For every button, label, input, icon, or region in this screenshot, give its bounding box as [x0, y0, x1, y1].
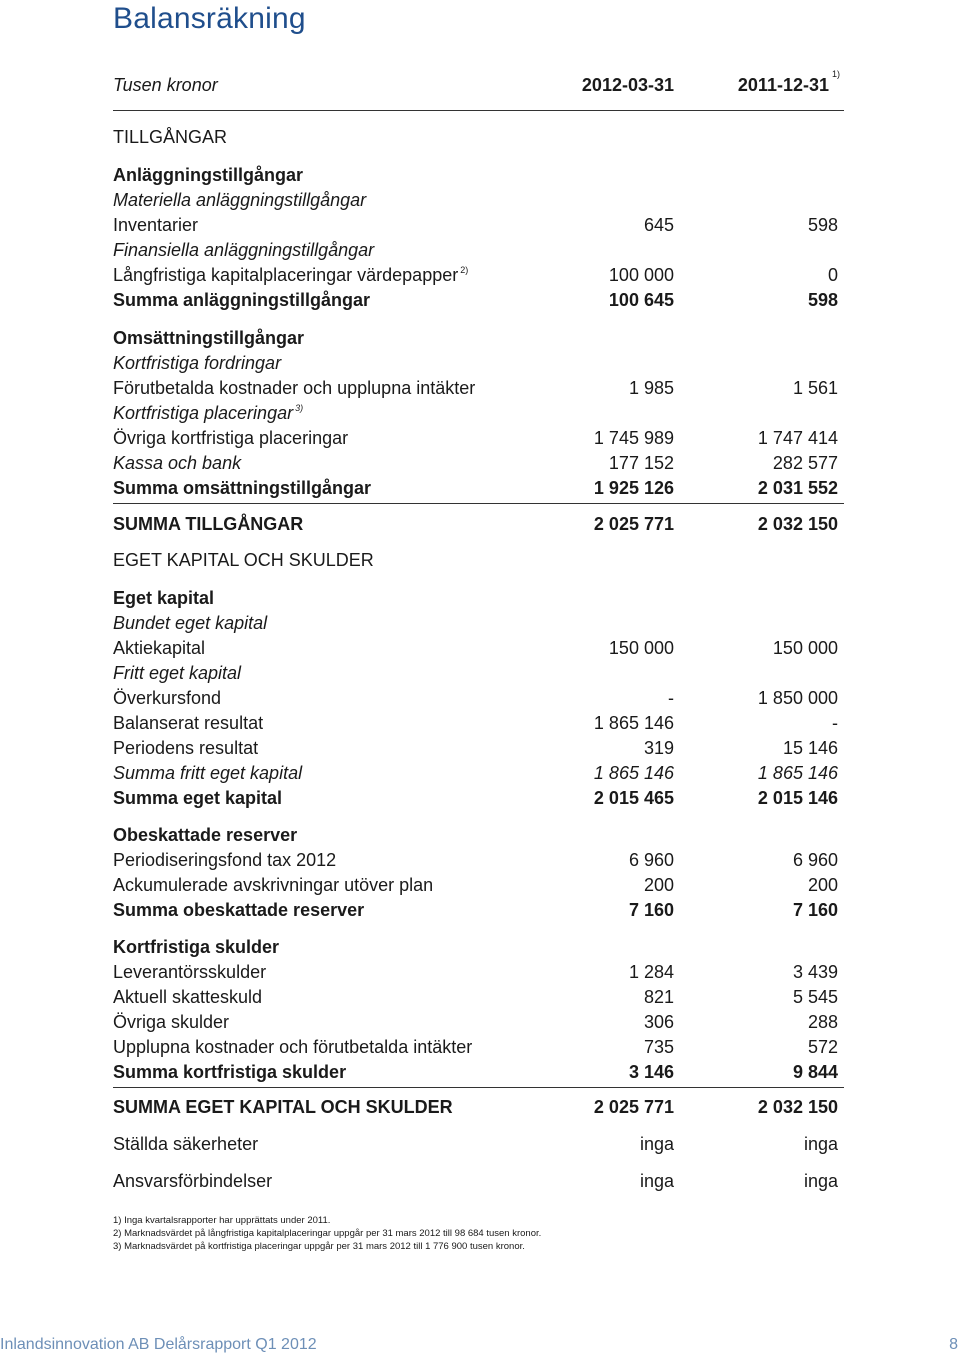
total-rule [113, 1087, 844, 1088]
table-row: Aktuell skatteskuld 821 5 545 [113, 987, 838, 1007]
table-row: Övriga kortfristiga placeringar 1 745 989 1 747 414 [113, 428, 838, 448]
header-rule [113, 110, 844, 111]
subgroup-heading: Kortfristiga fordringar [113, 353, 282, 373]
table-row: Aktiekapital 150 000 150 000 [113, 638, 838, 658]
group-heading: Obeskattade reserver [113, 825, 298, 845]
table-row: Ackumulerade avskrivningar utöver plan 200 200 [113, 875, 838, 895]
subtotal-row: Summa anläggningstillgångar 100 645 598 [113, 290, 838, 310]
total-rule [113, 503, 844, 504]
footnote-1: 1) Inga kvartalsrapporter har upprättats under 2011. [113, 1215, 331, 1226]
subgroup-heading: Fritt eget kapital [113, 663, 242, 683]
table-row: Långfristiga kapitalplaceringar värdepapper $^{2)}$ 100 000 0 [113, 265, 838, 285]
column-header-2012: 2012-03-31 [581, 75, 674, 95]
group-heading: Kortfristiga skulder [113, 937, 280, 957]
subtotal-row: Summa omsättningstillgångar 1 925 126 2 031 552 [113, 478, 838, 498]
table-row: Upplupna kostnader och förutbetalda intäkter 735 572 [113, 1037, 838, 1057]
table-row: Periodens resultat 319 15 146 [113, 738, 838, 758]
footnote-2: 2) Marknadsvärdet på långfristiga kapitalplaceringar uppgår per 31 mars 2012 till 98 684 tusen kronor. [113, 1228, 542, 1239]
table-row: Balanserat resultat 1 865 146 - [113, 713, 838, 733]
footnote-ref-3: 3) [295, 403, 304, 413]
section-heading-assets: TILLGÅNGAR [113, 127, 228, 147]
footnote-ref-2: 2) [460, 265, 469, 275]
column-header-2011: 2011-12-31 [737, 75, 829, 95]
table-row: Inventarier 645 598 [113, 215, 838, 235]
footer-company: Inlandsinnovation AB Delårsrapport Q1 2012 [0, 1336, 317, 1353]
subgroup-heading: Finansiella anläggningstillgångar [113, 240, 375, 260]
table-row: Kassa och bank 177 152 282 577 [113, 453, 838, 473]
subtotal-row: Summa eget kapital 2 015 465 2 015 146 [113, 788, 838, 808]
table-row: Leverantörsskulder 1 284 3 439 [113, 962, 838, 982]
table-row: Övriga skulder 306 288 [113, 1012, 838, 1032]
footnote-ref-1: 1) [831, 69, 840, 79]
footnote-3: 3) Marknadsvärdet på kortfristiga placeringar uppgår per 31 mars 2012 till 1 776 900 tusen kronor. [113, 1241, 525, 1252]
subgroup-heading: Kortfristiga placeringar $^{3)}$ [113, 403, 304, 423]
group-heading: Eget kapital [113, 588, 215, 608]
total-row: SUMMA TILLGÅNGAR 2 025 771 2 032 150 [113, 514, 838, 534]
subtotal-row: Summa fritt eget kapital 1 865 146 1 865 146 [113, 763, 838, 783]
group-heading: Anläggningstillgångar [113, 165, 304, 185]
column-header [113, 69, 840, 103]
table-row: Överkursfond - 1 850 000 [113, 688, 838, 708]
section-heading-equity-liabilities: EGET KAPITAL OCH SKULDER [113, 550, 374, 570]
subtotal-row: Summa kortfristiga skulder 3 146 9 844 [113, 1062, 838, 1082]
table-row: Periodiseringsfond tax 2012 6 960 6 960 [113, 850, 838, 870]
subgroup-heading: Materiella anläggningstillgångar [113, 190, 367, 210]
footnotes [113, 1214, 541, 1253]
subgroup-heading: Bundet eget kapital [113, 613, 268, 633]
total-row: SUMMA EGET KAPITAL OCH SKULDER 2 025 771 2 032 150 [113, 1097, 838, 1117]
group-heading: Omsättningstillgångar [113, 328, 305, 348]
page-title: Balansräkning [113, 2, 306, 35]
page-number: 8 [949, 1336, 958, 1353]
unit-label: Tusen kronor [113, 75, 218, 95]
table-row: Ansvarsförbindelser inga inga [113, 1171, 838, 1191]
table-row: Ställda säkerheter inga inga [113, 1134, 838, 1154]
table-row: Förutbetalda kostnader och upplupna intäkter 1 985 1 561 [113, 378, 838, 398]
subtotal-row: Summa obeskattade reserver 7 160 7 160 [113, 900, 838, 920]
